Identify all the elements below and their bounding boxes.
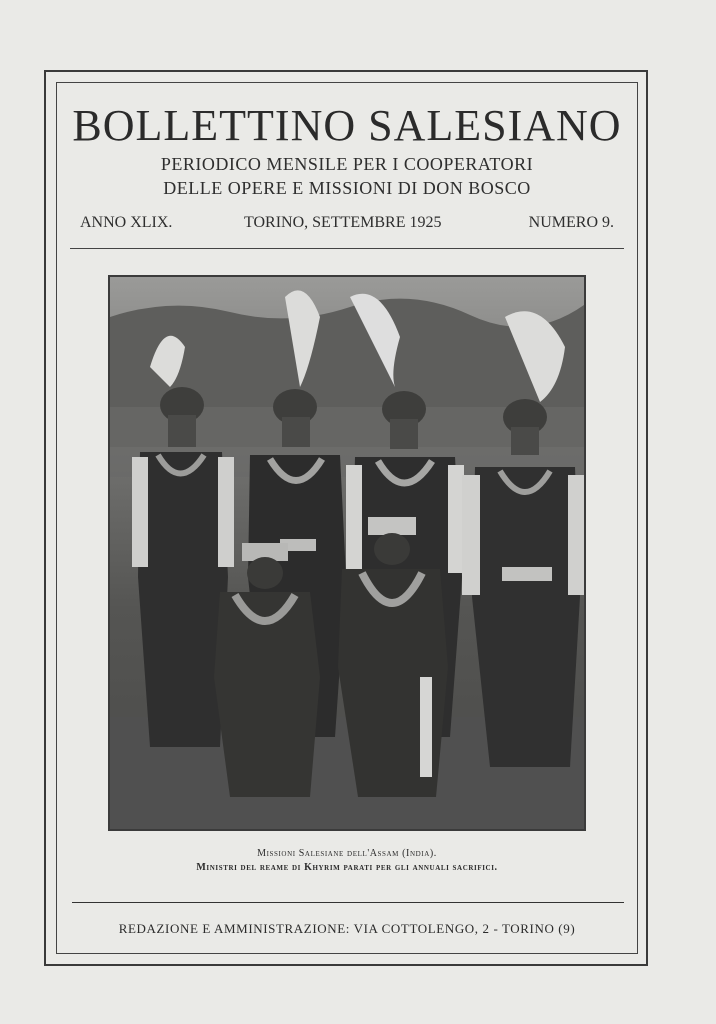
header-divider: [70, 248, 624, 249]
masthead-subtitle-line1: PERIODICO MENSILE PER I COOPERATORI: [160, 154, 534, 174]
photo-caption-line2: Ministri del reame di Khyrim parati per gli annuali sacrifici.: [196, 862, 498, 873]
issue-number: NUMERO 9.: [528, 214, 614, 231]
issue-year: ANNO XLIX.: [80, 214, 173, 231]
footer-address: REDAZIONE E AMMINISTRAZIONE: VIA COTTOLENGO, 2 - TORINO (9): [118, 921, 576, 936]
photo-caption-line1: Missioni Salesiane dell'Assam (India).: [257, 848, 437, 859]
issue-info-row: [80, 214, 614, 238]
footer-divider: [72, 902, 624, 903]
cover-photograph: [108, 275, 586, 831]
masthead-subtitle-line2: DELLE OPERE E MISSIONI DI DON BOSCO: [163, 178, 531, 198]
masthead-title: BOLLETTINO SALESIANO: [72, 101, 622, 150]
issue-date: TORINO, SETTEMBRE 1925: [244, 214, 442, 231]
